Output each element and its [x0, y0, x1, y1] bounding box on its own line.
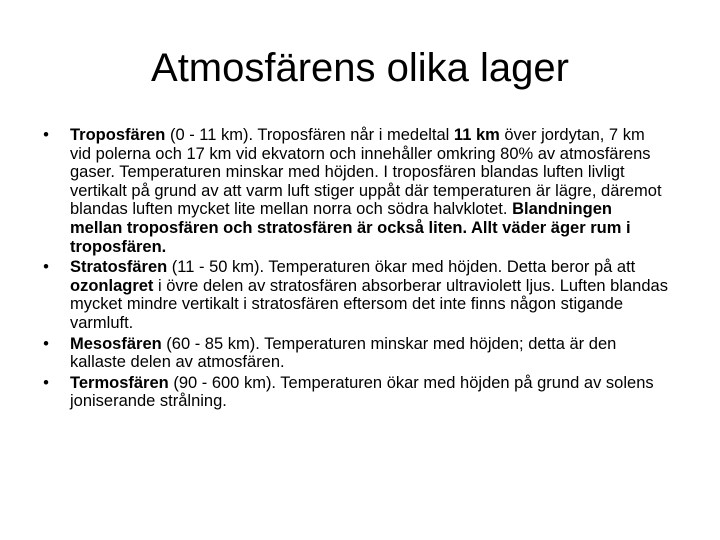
text-segment: (90 - 600 km). Temperaturen ökar med höjden på grund av solens joniserande strålning. — [70, 373, 654, 411]
bullet-marker: • — [43, 373, 49, 392]
bullet-marker: • — [43, 126, 49, 144]
emphasis-blandningen: Blandningen mellan troposfären och stratosfären är också liten. Allt väder äger rum i troposfären. — [70, 200, 631, 256]
term-termosfaren: Termosfären — [70, 373, 169, 392]
text-segment: (60 - 85 km). Temperaturen minskar med höjden; detta är den kallaste delen av atmosfären. — [70, 334, 617, 372]
bullet-item-mesosfaren — [36, 335, 668, 372]
bullet-text — [70, 335, 616, 372]
bullet-text — [70, 126, 662, 256]
emphasis-ozonlagret: ozonlagret — [70, 276, 154, 295]
bullet-item-stratosfaren — [36, 258, 668, 332]
term-stratosfaren: Stratosfären — [70, 258, 168, 277]
emphasis-11-km: 11 km — [453, 126, 500, 144]
text-segment: över jordytan, 7 km vid polerna och 17 km vid ekvatorn och innehåller omkring 80% av atmosfärens gaser. Temperaturen minskar med höjden. I troposfären blandas luften livligt vertikalt på grund av att varm luft stiger uppåt där temperaturen är lägre, däremot blandas luften mycket lite mellan norra och södra halvklotet. — [70, 126, 662, 219]
term-mesosfaren: Mesosfären — [70, 334, 162, 353]
bullet-text — [70, 374, 654, 411]
bullet-text — [70, 258, 668, 332]
bullet-marker: • — [43, 334, 49, 353]
bullet-item-termosfaren — [36, 374, 668, 411]
text-segment: (0 - 11 km). Troposfären når i medeltal — [165, 126, 454, 144]
bullet-marker: • — [43, 258, 49, 277]
bullet-item-troposfaren — [36, 126, 668, 256]
text-segment: (11 - 50 km). Temperaturen ökar med höjden. Detta beror på att — [167, 258, 636, 277]
term-troposfaren: Troposfären — [70, 126, 166, 144]
text-segment: i övre delen av stratosfären absorberar ultraviolett ljus. Luften blandas mycket mindre vertikalt i stratosfären eftersom det inte finns någon stigande varmluft. — [70, 276, 668, 332]
bullet-list — [36, 126, 668, 413]
slide-title: Atmosfärens olika lager — [151, 46, 569, 90]
